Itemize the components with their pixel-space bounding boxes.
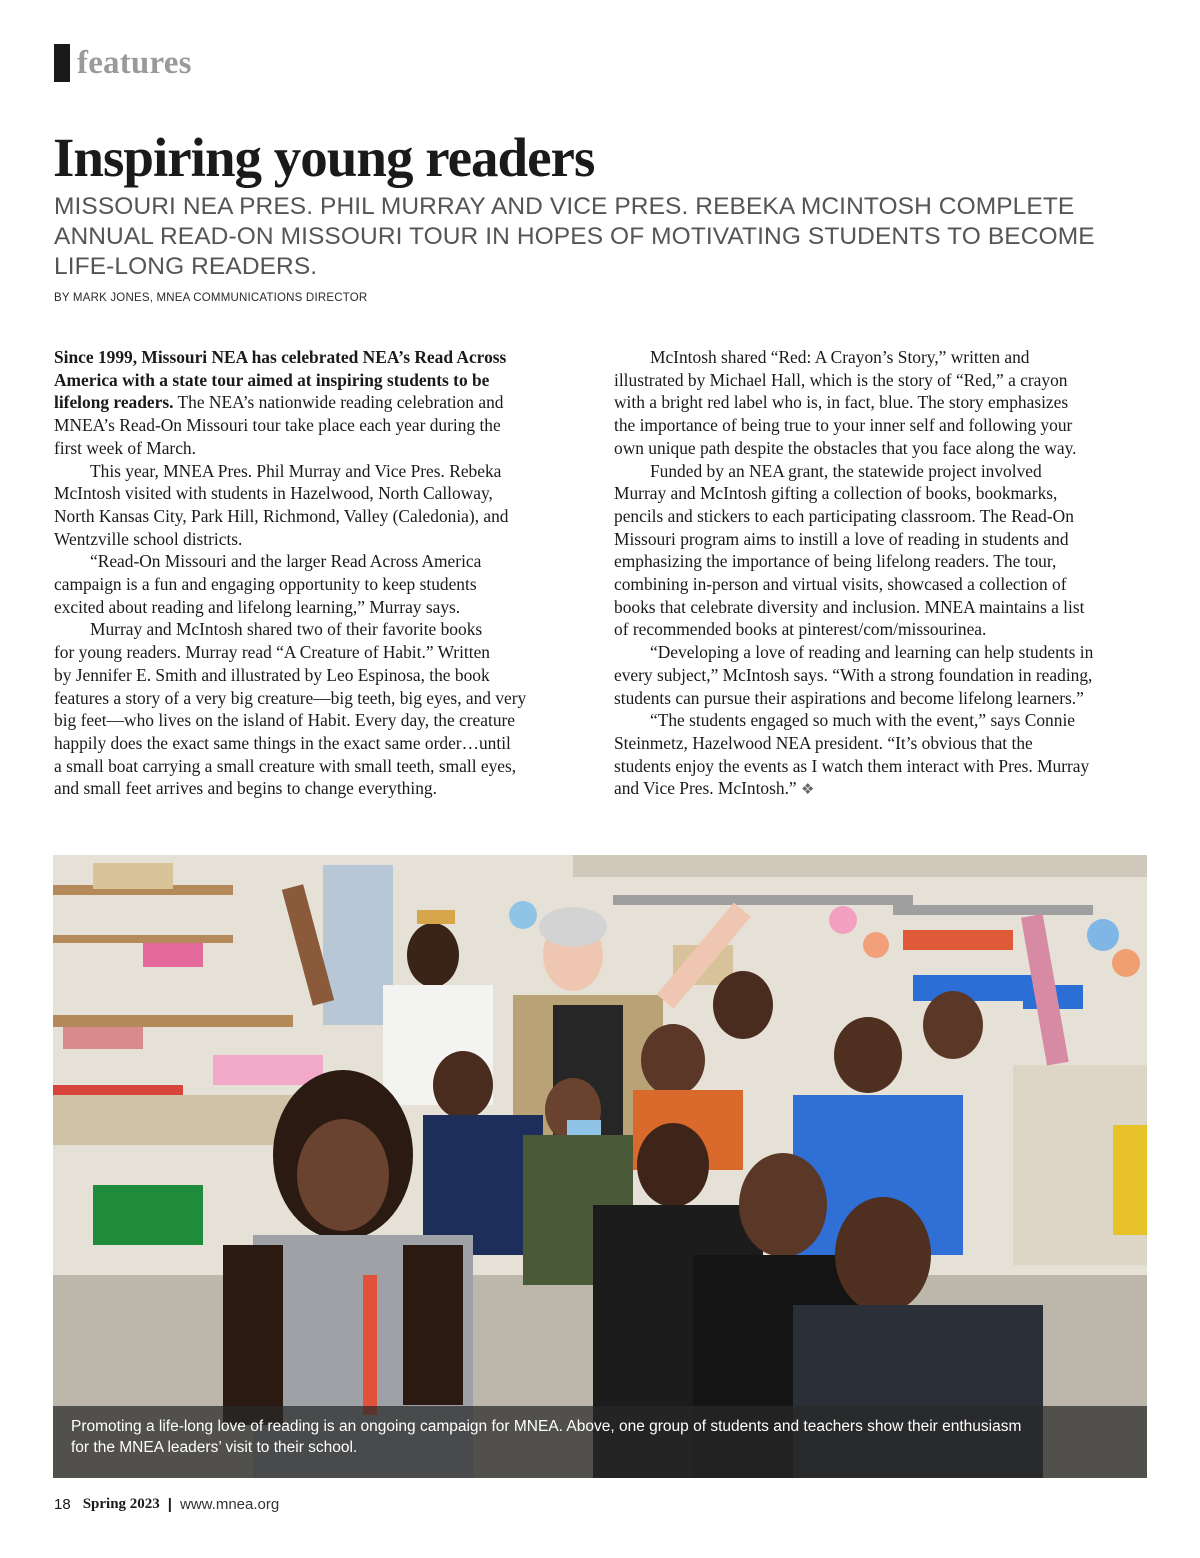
text-line: first week of March. [54,437,196,458]
end-mark-icon: ❖ [801,780,815,799]
footer-separator: | [167,1495,172,1513]
paragraph [54,460,582,551]
classroom-photo [53,855,1147,1478]
text-line: happily does the exact same things in the exact same order…until [54,732,511,753]
text-line: and small feet arrives and begins to change everything. [54,778,437,799]
text-line: McIntosh visited with students in Hazelwood, North Calloway, [54,483,493,504]
text-line: for young readers. Murray read “A Creature of Habit.” Written [54,642,490,663]
section-tag [54,44,192,82]
deck-line: ANNUAL READ-ON MISSOURI TOUR IN HOPES OF MOTIVATING STUDENTS TO BECOME [54,223,1095,250]
headline: Inspiring young readers [53,127,595,188]
paragraph [54,550,582,618]
byline: BY MARK JONES, MNEA COMMUNICATIONS DIRECTOR [54,292,368,304]
text-line: books that celebrate diversity and inclusion. MNEA maintains a list [614,596,1085,617]
paragraph [614,460,1154,642]
photo-illustration [53,855,1147,1478]
text-line: “Developing a love of reading and learning can help students in [650,642,1094,663]
paragraph-lead [54,346,582,460]
text-line: “The students engaged so much with the event,” says Connie [650,710,1076,731]
deck [54,192,1154,282]
text-line: Missouri program aims to instill a love of reading in students and [614,528,1069,549]
text-line: excited about reading and lifelong learning,” Murray says. [54,596,461,617]
text-line: “Read-On Missouri and the larger Read Across America [90,551,482,572]
photo-caption [53,1406,1147,1478]
text-line: emphasizing the importance of being lifelong readers. The tour, [614,551,1057,572]
paragraph [614,709,1154,801]
text-line: features a story of a very big creature—big teeth, big eyes, and very [54,687,527,708]
text-line: Steinmetz, Hazelwood NEA president. “It’s obvious that the [614,732,1033,753]
text-line: illustrated by Michael Hall, which is the story of “Red,” a crayon [614,369,1068,390]
text-line: every subject,” McIntosh says. “With a strong foundation in reading, [614,664,1093,685]
text-line: by Jennifer E. Smith and illustrated by Leo Espinosa, the book [54,664,490,685]
text-line: McIntosh shared “Red: A Crayon’s Story,” written and [650,347,1030,367]
text-line: students can pursue their aspirations and become lifelong learners.” [614,687,1084,708]
text-line: pencils and stickers to each participating classroom. The Read-On [614,505,1074,526]
paragraph [54,618,582,800]
text-line: the importance of being true to your inner self and following your [614,415,1073,436]
text-line: Murray and McIntosh shared two of their favorite books [90,619,483,640]
text-line: North Kansas City, Park Hill, Richmond, Valley (Caledonia), and [54,505,509,526]
lead-tail: The NEA’s nationwide reading celebration and [173,392,504,413]
lead-line: America with a state tour aimed at inspiring students to be [54,369,490,390]
text-line: students enjoy the events as I watch them interact with Pres. Murray [614,755,1090,776]
section-label: features [77,45,192,81]
page-number: 18 [54,1495,71,1513]
text-line: Funded by an NEA grant, the statewide project involved [650,460,1042,481]
paragraph [614,346,1154,460]
caption-line: Promoting a life-long love of reading is an ongoing campaign for MNEA. Above, one group of students and teachers show their enthusiasm [71,1418,1022,1435]
deck-line: LIFE-LONG READERS. [54,253,318,280]
caption-line: for the MNEA leaders’ visit to their school. [71,1439,358,1456]
text-line: This year, MNEA Pres. Phil Murray and Vice Pres. Rebeka [90,460,502,481]
deck-line: MISSOURI NEA PRES. PHIL MURRAY AND VICE PRES. REBEKA MCINTOSH COMPLETE [54,193,1075,220]
website-link[interactable]: www.mnea.org [180,1495,280,1513]
section-bar [54,44,70,82]
text-line: combining in-person and virtual visits, showcased a collection of [614,574,1067,595]
text-line: and Vice Pres. McIntosh.” [614,778,801,799]
text-line: MNEA’s Read-On Missouri tour take place each year during the [54,415,501,436]
text-line: Wentzville school districts. [54,528,243,549]
text-line: a small boat carrying a small creature with small teeth, small eyes, [54,755,517,776]
text-line: with a bright red label who is, in fact, blue. The story emphasizes [614,392,1069,413]
text-line: Murray and McIntosh gifting a collection of books, bookmarks, [614,483,1058,504]
page-footer [54,1494,279,1514]
text-line: of recommended books at pinterest/com/missourinea. [614,619,987,640]
lead-line: lifelong readers. [54,392,174,413]
text-line: campaign is a fun and engaging opportunity to keep students [54,574,477,595]
article-column-right [614,346,1154,801]
lead-line: Since 1999, Missouri NEA has celebrated NEA’s Read Across [54,347,507,367]
text-line: own unique path despite the obstacles that you face along the way. [614,437,1077,458]
issue-label: Spring 2023 [82,1495,160,1512]
paragraph [614,641,1154,709]
article-column-left [54,346,582,800]
text-line: big feet—who lives on the island of Habit. Every day, the creature [54,710,516,731]
